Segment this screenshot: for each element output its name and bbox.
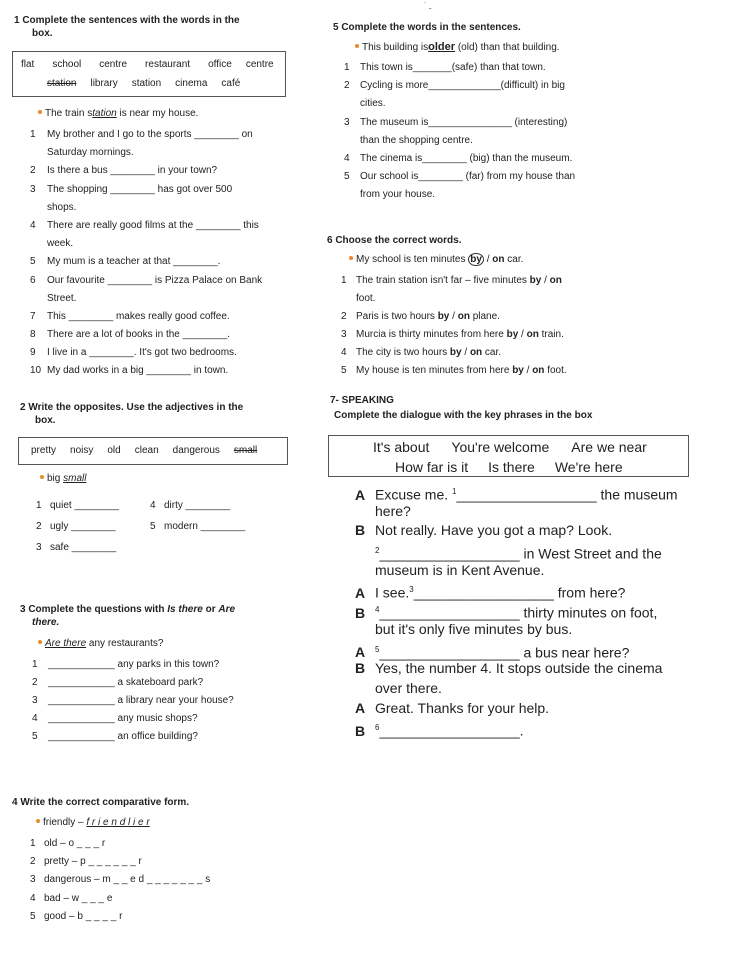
box-word: station (131, 78, 162, 89)
item-text: This ________ makes really good coffee. (47, 310, 230, 322)
dialogue-line (355, 718, 678, 738)
s5-item (344, 59, 575, 77)
box-word: pretty (31, 445, 57, 456)
s5-item (344, 114, 575, 132)
line-text: Yes, the number 4. It stops outside the cinema (375, 660, 663, 677)
item-number: 4 (30, 892, 36, 904)
s4-item (30, 871, 210, 889)
box-word: café (221, 78, 241, 89)
item-number: 5 (30, 910, 36, 922)
dialogue-line (355, 659, 678, 679)
item-number: 9 (30, 347, 36, 359)
option-on[interactable]: on (457, 311, 470, 322)
s2-item (36, 537, 119, 558)
item-text: ____________ a skateboard park? (48, 677, 204, 688)
line-text-after: a bus near here? (519, 644, 630, 661)
item-number: 2 (30, 856, 36, 868)
line-text: Not really. Have you got a map? Look. (375, 522, 613, 539)
item-number: 1 (344, 62, 350, 73)
option-slash: / (523, 365, 533, 376)
item-number: 2 (30, 165, 36, 177)
s7-title: 7- SPEAKING (330, 395, 394, 406)
s7-subtitle: Complete the dialogue with the key phrases in the box (334, 410, 593, 421)
s4-example: friendly – f r i e n d l i e r (36, 817, 150, 829)
box-word: old (107, 445, 121, 456)
s7-phrase-box (328, 435, 689, 477)
gap-blank[interactable]: __________________ (379, 722, 520, 739)
key-phrase: How far is it (395, 459, 469, 475)
s6-item (341, 326, 567, 344)
s6-item (341, 308, 567, 326)
line-text: Great. Thanks for your help. (375, 699, 550, 716)
dialogue-line (355, 502, 678, 522)
item-text: safe ________ (50, 542, 117, 553)
key-phrase: It's about (373, 439, 430, 455)
item-text: Our favourite ________ is Pizza Palace on Bank (47, 274, 263, 286)
speaker-label: A (355, 486, 366, 503)
line-text: but it's only five minutes by bus. (375, 620, 573, 637)
s4-item (30, 835, 210, 853)
s1-item (30, 308, 262, 326)
bullet-icon (38, 640, 42, 644)
item-text: cities. (360, 98, 386, 110)
s5-item (344, 186, 575, 204)
bullet-icon (36, 819, 40, 823)
s4-item (30, 890, 210, 908)
s6-items (341, 272, 567, 380)
option-slash: / (518, 329, 527, 340)
item-number: 2 (36, 521, 42, 532)
item-text: modern ________ (164, 521, 246, 532)
s2-box-row (31, 445, 257, 457)
s2-item (150, 495, 245, 516)
speaker-label: A (355, 585, 366, 602)
s1-item (30, 144, 262, 162)
s1-item (30, 326, 262, 344)
option-by[interactable]: by (437, 311, 450, 322)
s4-item (30, 853, 210, 871)
item-text: Saturday mornings. (47, 147, 134, 159)
gap-number: 4 (375, 605, 380, 615)
item-number: 1 (30, 838, 36, 849)
s1-item (30, 362, 262, 380)
box-word: restaurant (145, 59, 191, 70)
bullet-icon (40, 475, 44, 479)
box-word: dangerous (172, 445, 220, 456)
item-number: 5 (341, 365, 347, 376)
option-slash: / (541, 275, 550, 286)
gap-number: 1 (452, 487, 457, 496)
s7-box-row1 (373, 438, 669, 456)
dialogue-line (355, 679, 678, 699)
s5-item (344, 95, 575, 113)
s4-item (30, 908, 210, 926)
s1-item (30, 344, 262, 362)
s2-items-right (150, 495, 245, 537)
item-number: 2 (344, 80, 350, 92)
s6-title: 6 Choose the correct words. (327, 235, 462, 246)
item-text: than the shopping centre. (360, 134, 473, 146)
item-number: 10 (30, 365, 42, 377)
line-text-after: from here? (553, 585, 626, 602)
s5-items (344, 59, 575, 205)
item-number: 2 (341, 311, 347, 322)
s1-items (30, 126, 262, 381)
s1-item (30, 162, 262, 180)
item-text-end: foot. (544, 365, 567, 376)
s6-item (341, 290, 567, 308)
key-phrase: Is there (488, 459, 535, 475)
gap-number: 6 (375, 723, 380, 733)
top-mark: ˙ ˍ (424, 1, 432, 10)
s2-example: big small (40, 473, 86, 485)
speaker-label: B (355, 660, 366, 677)
s1-item (30, 181, 262, 199)
item-number: 1 (32, 659, 38, 670)
item-number: 3 (341, 329, 347, 340)
dialogue-line (355, 561, 678, 581)
item-text: The city is two hours (356, 347, 450, 358)
option-by[interactable]: by (506, 329, 519, 340)
item-text: quiet ________ (50, 500, 119, 511)
item-number: 3 (32, 695, 38, 706)
option-on[interactable]: on (532, 365, 545, 376)
item-number: 1 (341, 275, 347, 286)
item-text: I live in a ________. It's got two bedrooms. (47, 347, 237, 359)
s6-item (341, 344, 567, 362)
item-number: 4 (30, 219, 36, 231)
box-word: centre (99, 59, 128, 70)
s6-item (341, 362, 567, 380)
box-word: cinema (175, 78, 208, 89)
speaker-label: B (355, 522, 366, 539)
speaker-label: B (355, 722, 366, 739)
speaker-label: B (355, 604, 366, 621)
item-text: My brother and I go to the sports ________ on (47, 129, 253, 140)
option-by[interactable]: by (512, 365, 524, 376)
bullet-icon (355, 44, 359, 48)
line-text-after: in West Street and the (519, 545, 662, 562)
line-text: I see. (375, 585, 410, 602)
box-word: clean (134, 445, 159, 456)
item-number: 4 (150, 500, 156, 511)
item-text: ____________ any parks in this town? (48, 659, 220, 670)
bullet-icon (38, 110, 42, 114)
option-on[interactable]: on (526, 329, 539, 340)
gap-blank[interactable]: __________________ (413, 585, 554, 602)
s5-title: 5 Complete the words in the sentences. (333, 22, 521, 33)
option-on[interactable]: on (469, 347, 483, 358)
option-by[interactable]: by (449, 347, 462, 358)
gap-number: 3 (409, 585, 414, 595)
box-word-used: small (233, 445, 258, 456)
speaker-label: A (355, 699, 366, 716)
item-text: Murcia is thirty minutes from here (356, 329, 507, 340)
item-text: My mum is a teacher at that ________. (47, 256, 221, 268)
s3-example: Are there any restaurants? (38, 638, 163, 650)
item-text: week. (47, 238, 74, 250)
item-text: Street. (47, 292, 77, 304)
s2-item (36, 516, 119, 537)
item-text-end: plane. (469, 311, 500, 322)
s1-item (30, 199, 262, 217)
item-number: 7 (30, 310, 36, 322)
s2-item (36, 495, 119, 516)
box-word: library (90, 78, 118, 89)
item-number: 1 (36, 500, 42, 511)
item-text: ____________ a library near your house? (48, 695, 234, 706)
dialogue-line (355, 640, 678, 660)
key-phrase: Are we near (571, 439, 647, 455)
s1-example: The train station is near my house. (38, 108, 198, 120)
s1-box-row1 (21, 59, 274, 71)
s3-title: 3 Complete the questions with Is there or Are there. (20, 604, 236, 628)
line-text-after: the museum (596, 486, 678, 503)
box-word: centre (245, 59, 274, 70)
dialogue-line (355, 482, 678, 502)
key-phrase: We're here (554, 459, 623, 475)
s3-item (32, 710, 234, 728)
s2-item (150, 516, 245, 537)
gap-blank[interactable]: __________________ (456, 486, 597, 503)
item-text: good – b _ _ _ _ r (44, 910, 123, 922)
line-text-after: . (519, 722, 524, 739)
s5-item (344, 168, 575, 186)
s5-item (344, 150, 575, 168)
item-text: shops. (47, 201, 77, 213)
item-text: ____________ an office building? (48, 731, 198, 742)
option-on[interactable]: on (549, 275, 562, 286)
box-word: school (52, 59, 82, 70)
option-by[interactable]: by (529, 275, 542, 286)
gap-number: 2 (375, 546, 380, 556)
line-text: here? (375, 502, 411, 519)
s1-item (30, 126, 262, 144)
s6-example: My school is ten minutes by / on car. (349, 254, 523, 266)
item-text-end: car. (482, 347, 502, 358)
item-number: 5 (344, 171, 350, 183)
item-number: 5 (32, 731, 38, 742)
s7-box-row2 (395, 458, 643, 476)
dialogue-line (355, 521, 678, 541)
item-text-end: train. (538, 329, 564, 340)
item-number: 3 (36, 542, 42, 553)
item-number: 8 (30, 329, 36, 341)
item-number: 5 (150, 521, 156, 532)
s5-example: This building isolder (old) than that building. (355, 41, 560, 54)
item-number: 3 (30, 874, 36, 886)
item-number: 1 (30, 129, 36, 140)
s3-item (32, 656, 234, 674)
item-number: 4 (341, 347, 347, 358)
s1-word-box (12, 51, 286, 97)
box-word: flat (21, 59, 35, 70)
s3-item (32, 728, 234, 746)
s1-item (30, 235, 262, 253)
item-text: ugly ________ (50, 521, 116, 532)
item-number: 5 (30, 256, 36, 268)
s3-item (32, 674, 234, 692)
s4-items (30, 835, 210, 926)
s6-item (341, 272, 567, 290)
item-text: old – o _ _ _ r (44, 838, 106, 849)
dialogue-line (355, 699, 678, 719)
item-number: 4 (344, 152, 350, 164)
item-text: There are a lot of books in the ________. (47, 329, 230, 341)
s5-item (344, 132, 575, 150)
gap-blank[interactable]: __________________ (379, 604, 520, 621)
dialogue-line (355, 580, 678, 600)
item-text: The train station isn't far – five minutes (356, 275, 530, 286)
item-text: foot. (356, 293, 376, 304)
gap-number: 5 (375, 644, 380, 654)
option-slash: / (449, 311, 458, 322)
option-slash: / (461, 347, 470, 358)
item-text: Paris is two hours (356, 311, 438, 322)
dialogue-line (355, 541, 678, 561)
s1-item (30, 290, 262, 308)
line-text: Excuse me. (375, 486, 453, 503)
item-text: My house is ten minutes from here (356, 365, 513, 376)
box-word: office (208, 59, 232, 70)
item-text: from your house. (360, 189, 436, 201)
s5-item (344, 77, 575, 95)
item-number: 3 (344, 116, 350, 128)
gap-blank[interactable]: __________________ (379, 644, 520, 661)
item-text: My dad works in a big ________ in town. (47, 365, 229, 377)
s2-items-left (36, 495, 119, 558)
s2-word-box (18, 437, 288, 465)
item-text: The museum is_______________ (interesting) (360, 116, 568, 128)
item-number: 3 (30, 183, 36, 195)
item-text: ____________ any music shops? (48, 713, 198, 724)
item-text: dangerous – m _ _ e d _ _ _ _ _ _ _ s (44, 874, 211, 886)
s2-title: 2 Write the opposites. Use the adjectives in the box. (20, 402, 244, 426)
item-text: pretty – p _ _ _ _ _ _ r (44, 856, 142, 868)
line-text-after: thirty minutes on foot, (519, 604, 658, 621)
key-phrase: You're welcome (451, 439, 550, 455)
box-word: noisy (70, 445, 94, 456)
dialogue-line (355, 600, 678, 620)
item-text: The shopping ________ has got over 500 (47, 183, 233, 195)
s1-title: 1 Complete the sentences with the words in the box. (14, 15, 240, 39)
gap-blank[interactable]: __________________ (379, 545, 520, 562)
line-text: over there. (375, 679, 442, 696)
s1-item (30, 217, 262, 235)
item-text: The cinema is________ (big) than the museum. (360, 152, 573, 164)
item-text: Is there a bus ________ in your town? (47, 165, 218, 177)
speaker-label: A (355, 644, 366, 661)
s1-item (30, 272, 262, 290)
s7-dialogue (355, 482, 678, 738)
box-word-used: station (47, 78, 77, 89)
s3-items (32, 656, 234, 746)
dialogue-line (355, 620, 678, 640)
item-text: dirty ________ (164, 500, 231, 511)
s4-title: 4 Write the correct comparative form. (12, 797, 190, 808)
item-text: Our school is________ (far) from my house than (360, 171, 576, 183)
s1-item (30, 253, 262, 271)
item-text: Cycling is more_____________(difficult) in big (360, 80, 565, 92)
item-number: 4 (32, 713, 38, 724)
s3-item (32, 692, 234, 710)
bullet-icon (349, 256, 353, 260)
item-text: There are really good films at the ________ this (47, 219, 259, 231)
line-text: museum is in Kent Avenue. (375, 561, 545, 578)
item-number: 6 (30, 274, 36, 286)
item-number: 2 (32, 677, 38, 688)
item-text: This town is_______(safe) than that town. (360, 62, 546, 73)
item-text: bad – w _ _ _ e (44, 892, 113, 904)
s1-box-row2 (47, 78, 254, 90)
